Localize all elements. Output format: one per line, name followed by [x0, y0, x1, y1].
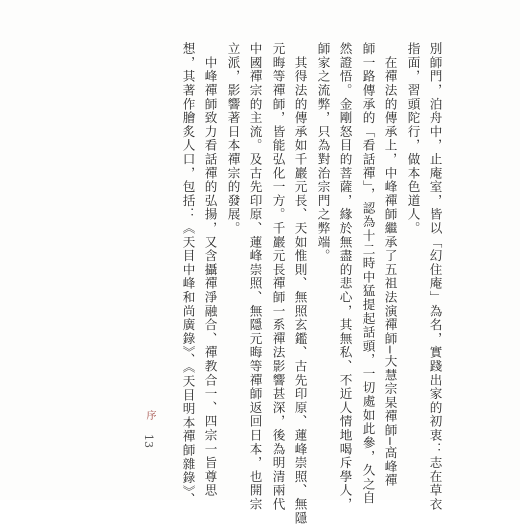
- text-column-6: 師家之流弊，只為對治宗門之弊端。: [315, 42, 331, 263]
- text-column-10: 立派，影響著日本禪宗的發展。: [225, 42, 241, 236]
- text-column-4: 師一路傳承的「看話禪」，認為十二時中猛提起話頭，一切處如此參，久之自: [360, 42, 376, 505]
- text-column-1: 別師門，泊舟中，止庵室，皆以「幻住庵」為名，實踐出家的初衷：志在草衣: [427, 42, 443, 512]
- text-column-2: 指面，習頭陀行，做本色道人。: [405, 42, 421, 236]
- text-column-9: 中國禪宗的主流。及古先印原、蓮峰崇照、無隱元晦等禪師返回日本，也開宗: [247, 42, 263, 512]
- text-column-11: 中峰禪師致力看話禪的弘揚，又含攝禪淨融合、禪教合一、四宗一旨尊思: [202, 42, 218, 498]
- text-column-8: 元晦等禪師，皆能弘化一方。千巖元長禪師一系禪法影響甚深，後為明清兩代: [270, 42, 286, 512]
- text-column-12: 想，其著作膾炙人口，包括：《天目中峰和尚廣錄》、《天目明本禪師雜錄》、: [180, 42, 196, 507]
- text-column-7: 其得法的傳承如千巖元長、天如惟則、無照玄鑑、古先印原、蓮峰崇照、無隱: [292, 42, 308, 525]
- page-number: 13: [142, 434, 155, 448]
- section-title: 序: [144, 410, 155, 421]
- text-column-5: 然證悟。金剛怒目的菩薩，緣於無盡的悲心，其無私、不近人情地喝斥學人，: [337, 42, 353, 512]
- text-column-3: 在禪法的傳承上，中峰禪師繼承了五祖法演禪師─大慧宗杲禪師─高峰禪: [382, 42, 398, 488]
